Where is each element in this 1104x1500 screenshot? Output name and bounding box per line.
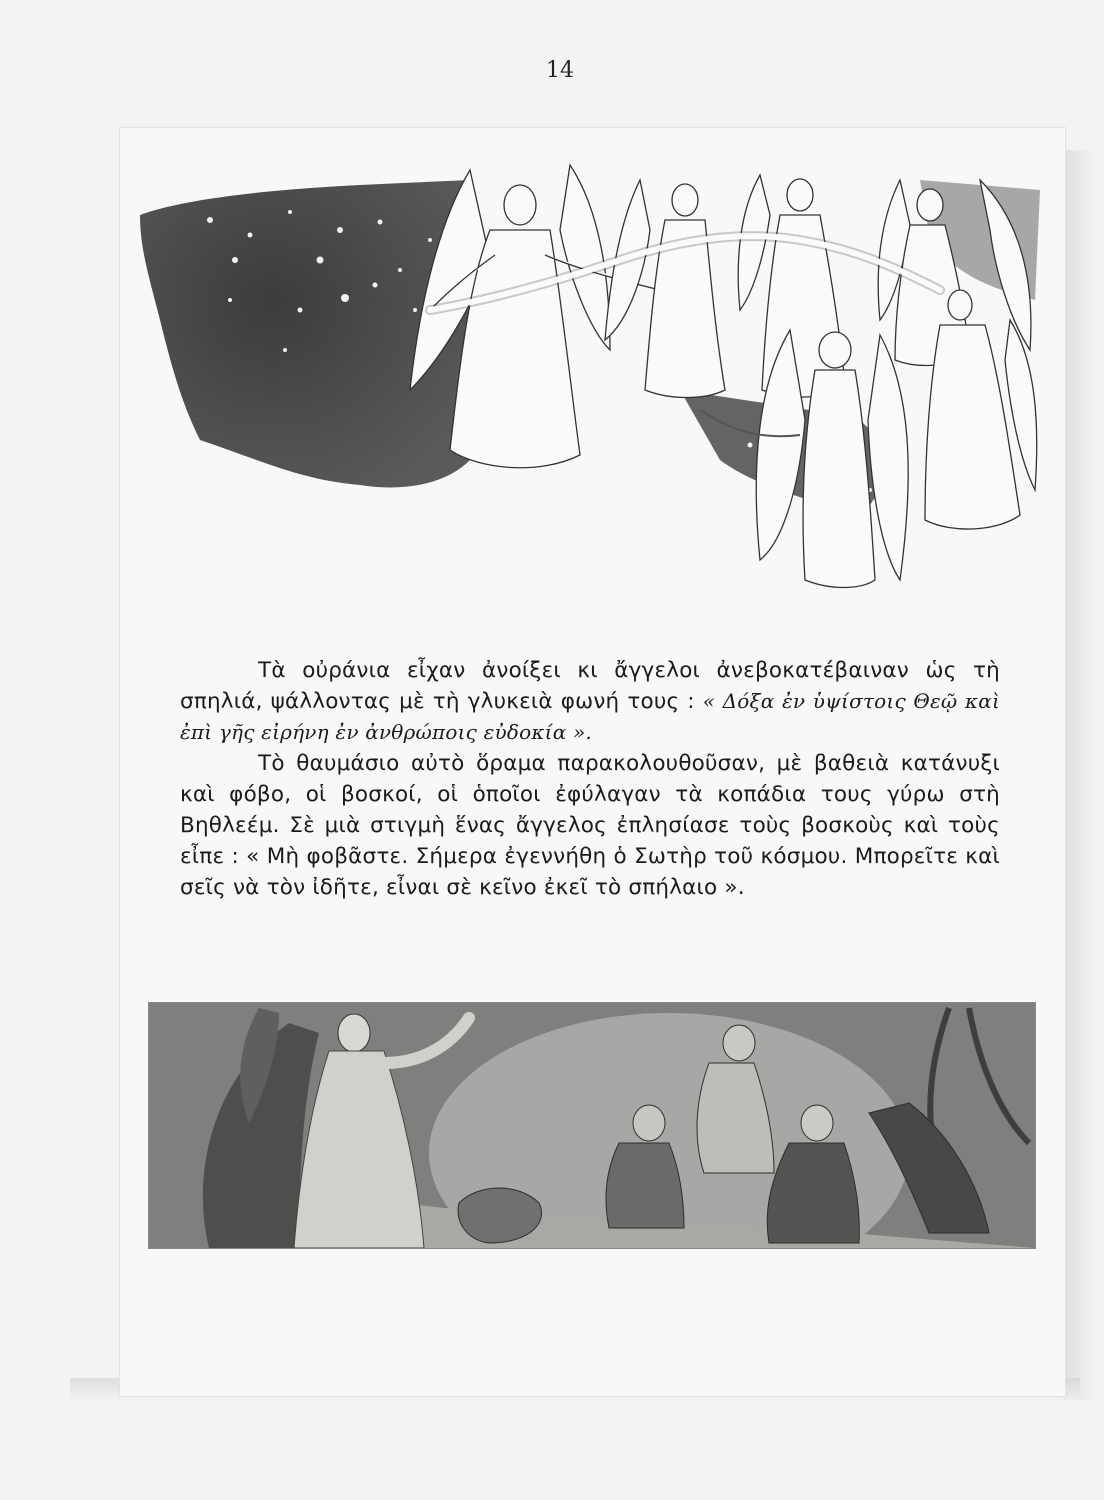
main-text [180, 655, 1000, 903]
angel-figures [410, 165, 1037, 588]
page-number: 14 [546, 58, 574, 83]
paragraph-1 [180, 655, 1000, 748]
paragraph-1-lead: Τὰ οὐράνια εἶχαν ἀνοίξει κι ἄγγελοι ἀνεβοκατέβαιναν ὡς τὴ σπηλιά, ψάλλοντας μὲ τὴ γλυκειὰ φωνή τους : [180, 658, 1000, 714]
hymn-quote: « Δόξα ἐν ὑψίστοις Θεῷ καὶ ἐπὶ γῆς εἰρήνη ἐν ἀνθρώποις εὐδοκία ». [180, 689, 1000, 744]
shepherds-illustration [148, 1002, 1036, 1249]
scan-shadow [1062, 150, 1092, 1400]
paragraph-2: Τὸ θαυμάσιο αὐτὸ ὅραμα παρακολουθοῦσαν, μὲ βαθειὰ κατάνυξι καὶ φόβο, οἱ βοσκοί, οἱ ὁποῖοι ἐφύλαγαν τὰ κοπάδια τους γύρω στὴ Βηθλεέμ. Σὲ μιὰ στιγμὴ ἕνας ἄγγελος ἐπλησίασε τοὺς βοσκοὺς καὶ τοὺς εἶπε : « Μὴ φοβᾶστε. Σήμερα ἐγεννήθη ὁ Σωτὴρ τοῦ κόσμου. Μπορεῖτε καὶ σεῖς νὰ τὸν ἰδῆτε, εἶναι σὲ κεῖνο ἐκεῖ τὸ σπήλαιο ». [180, 751, 1000, 900]
angels-illustration [140, 160, 1040, 615]
angel-head [338, 1014, 370, 1052]
